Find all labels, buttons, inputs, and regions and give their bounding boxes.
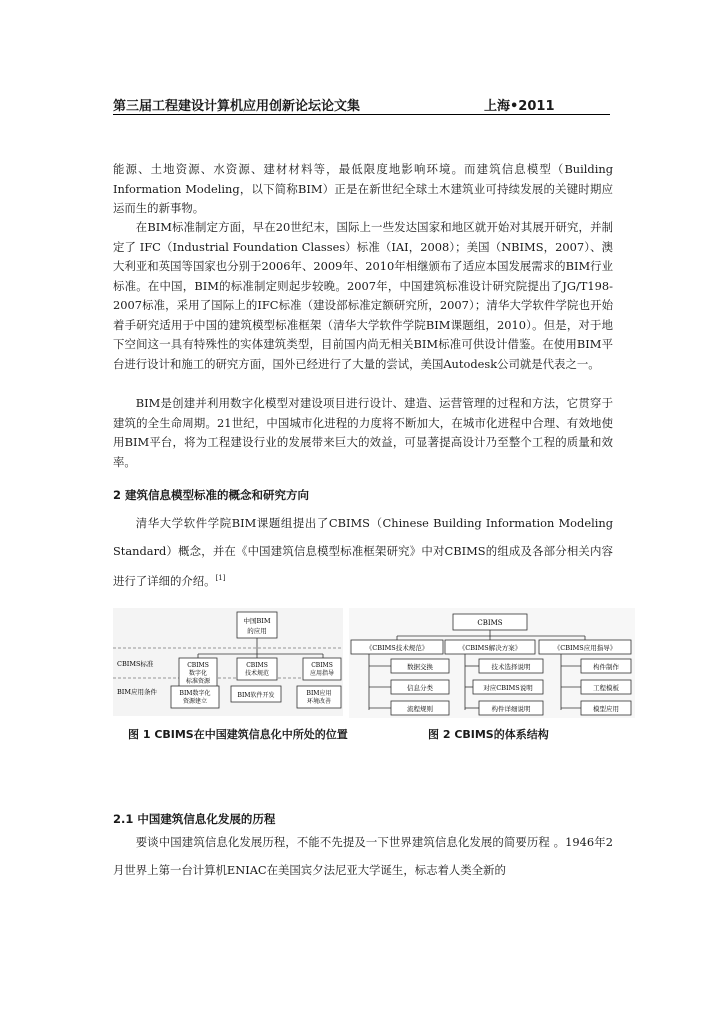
paragraph-4-text: 清华大学软件学院BIM课题组提出了CBIMS（Chinese Building Information Modeling Standard）概念，并在《中国建筑信息模型标准框架研究》中对CBIMS的组成及各部分相关内容进行了详细的介绍。 (113, 516, 613, 588)
diagram-label: 应用指导 (309, 670, 335, 677)
diagram-label: 构件制作 (593, 663, 619, 671)
diagram-label: 对应CBIMS说明 (483, 684, 533, 692)
diagram-label: 工程模板 (593, 684, 619, 692)
paragraph-4 (113, 510, 613, 595)
diagram-label: 环境改善 (306, 698, 332, 705)
diagram-label: CBIMS (311, 662, 333, 669)
section-heading-2-1: 2.1 中国建筑信息化发展的历程 (113, 812, 276, 826)
diagram-label: 技术选择说明 (491, 663, 531, 671)
citation-ref: [1] (215, 574, 226, 582)
diagram-label: CBIMS (187, 662, 209, 669)
fig1-top-line1: 中国BIM (243, 617, 271, 625)
diagram-label: 模型应用 (593, 705, 619, 713)
figure-1 (113, 608, 343, 716)
paragraph-2: 在BIM标准制定方面，早在20世纪末，国际上一些发达国家和地区就开始对其展开研究，并制定了 IFC（Industrial Foundation Classes）标准（IAI，2008）；美国（NBIMS，2007）、澳大利亚和英国等国家也分别于2006年、2009年、2010年相继颁布了适应本国发展需求的BIM行业标准。在中国，BIM的标准制定则起步较晚。2007年，中国建筑标准设计研究院提出了JG/T198-2007标准，采用了国际上的IFC标准（建设部标准定额研究所，2007）；清华大学软件学院也开始着手研究适用于中国的建筑模型标准框架（清华大学软件学院BIM课题组，2010）。但是，对于地下空间这一具有特殊性的实体建筑类型，目前国内尚无相关BIM标准可供设计借鉴。在使用BIM平台进行设计和施工的研究方面，国外已经进行了大量的尝试，美国Autodesk公司就是代表之一。 (113, 220, 613, 371)
diagram-label: 资源建立 (182, 698, 208, 705)
diagram-label: 信息分类 (407, 684, 433, 692)
diagram-label: BIM软件开发 (237, 692, 275, 699)
fig2-root-label: CBIMS (477, 619, 503, 627)
diagram-label: 《CBIMS应用指导》 (553, 644, 617, 652)
diagram-label: 数字化 (188, 670, 208, 677)
section-heading-2: 2 建筑信息模型标准的概念和研究方向 (113, 488, 310, 502)
running-header (113, 94, 610, 115)
diagram-label: CBIMS (246, 662, 268, 669)
paragraph-1: 能源、土地资源、水资源、建材材料等，最低限度地影响环境。而建筑信息模型（Building Information Modeling，以下简称BIM）正是在新世纪全球土木建筑业可持续发展的关键时期应运而生的新事物。 (113, 162, 613, 215)
diagram-label: 《CBIMS技术规范》 (365, 644, 429, 652)
fig1-top-line2: 的应用 (247, 627, 267, 635)
fig1-row2-label: BIM应用条件 (117, 688, 157, 696)
diagram-label: BIM应用 (306, 690, 332, 697)
diagram-label: 技术规范 (244, 670, 270, 677)
diagram-label: 《CBIMS解决方案》 (458, 644, 522, 652)
diagram-label: 数据交换 (407, 663, 433, 671)
figure-2-caption: 图 2 CBIMS的体系结构 (428, 728, 549, 741)
fig1-row1-label: CBIMS标准 (117, 660, 154, 668)
diagram-label: 流程规则 (407, 705, 433, 713)
figure-1-caption: 图 1 CBIMS在中国建筑信息化中所处的位置 (128, 728, 348, 741)
diagram-label: 构件详细说明 (491, 705, 531, 713)
paragraph-3: BIM是创建并利用数字化模型对建设项目进行设计、建造、运营管理的过程和方法，它贯穿于建筑的全生命周期。21世纪，中国城市化进程的力度将不断加大，在城市化进程中合理、有效地使用BIM平台，将为工程建设行业的发展带来巨大的效益，可显著提高设计乃至整个工程的质量和效率。 (113, 396, 613, 469)
diagram-label: 标准资源 (185, 678, 211, 685)
header-location-year: 上海•2011 (484, 99, 555, 114)
header-title: 第三届工程建设计算机应用创新论坛论文集 (113, 99, 361, 114)
paragraph-5: 要谈中国建筑信息化发展历程，不能不先提及一下世界建筑信息化发展的简要历程 。1946年2月世界上第一台计算机ENIAC在美国宾夕法尼亚大学诞生，标志着人类全新的 (113, 835, 613, 877)
diagram-label: BIM数字化 (179, 690, 211, 697)
figure-2 (349, 608, 635, 718)
